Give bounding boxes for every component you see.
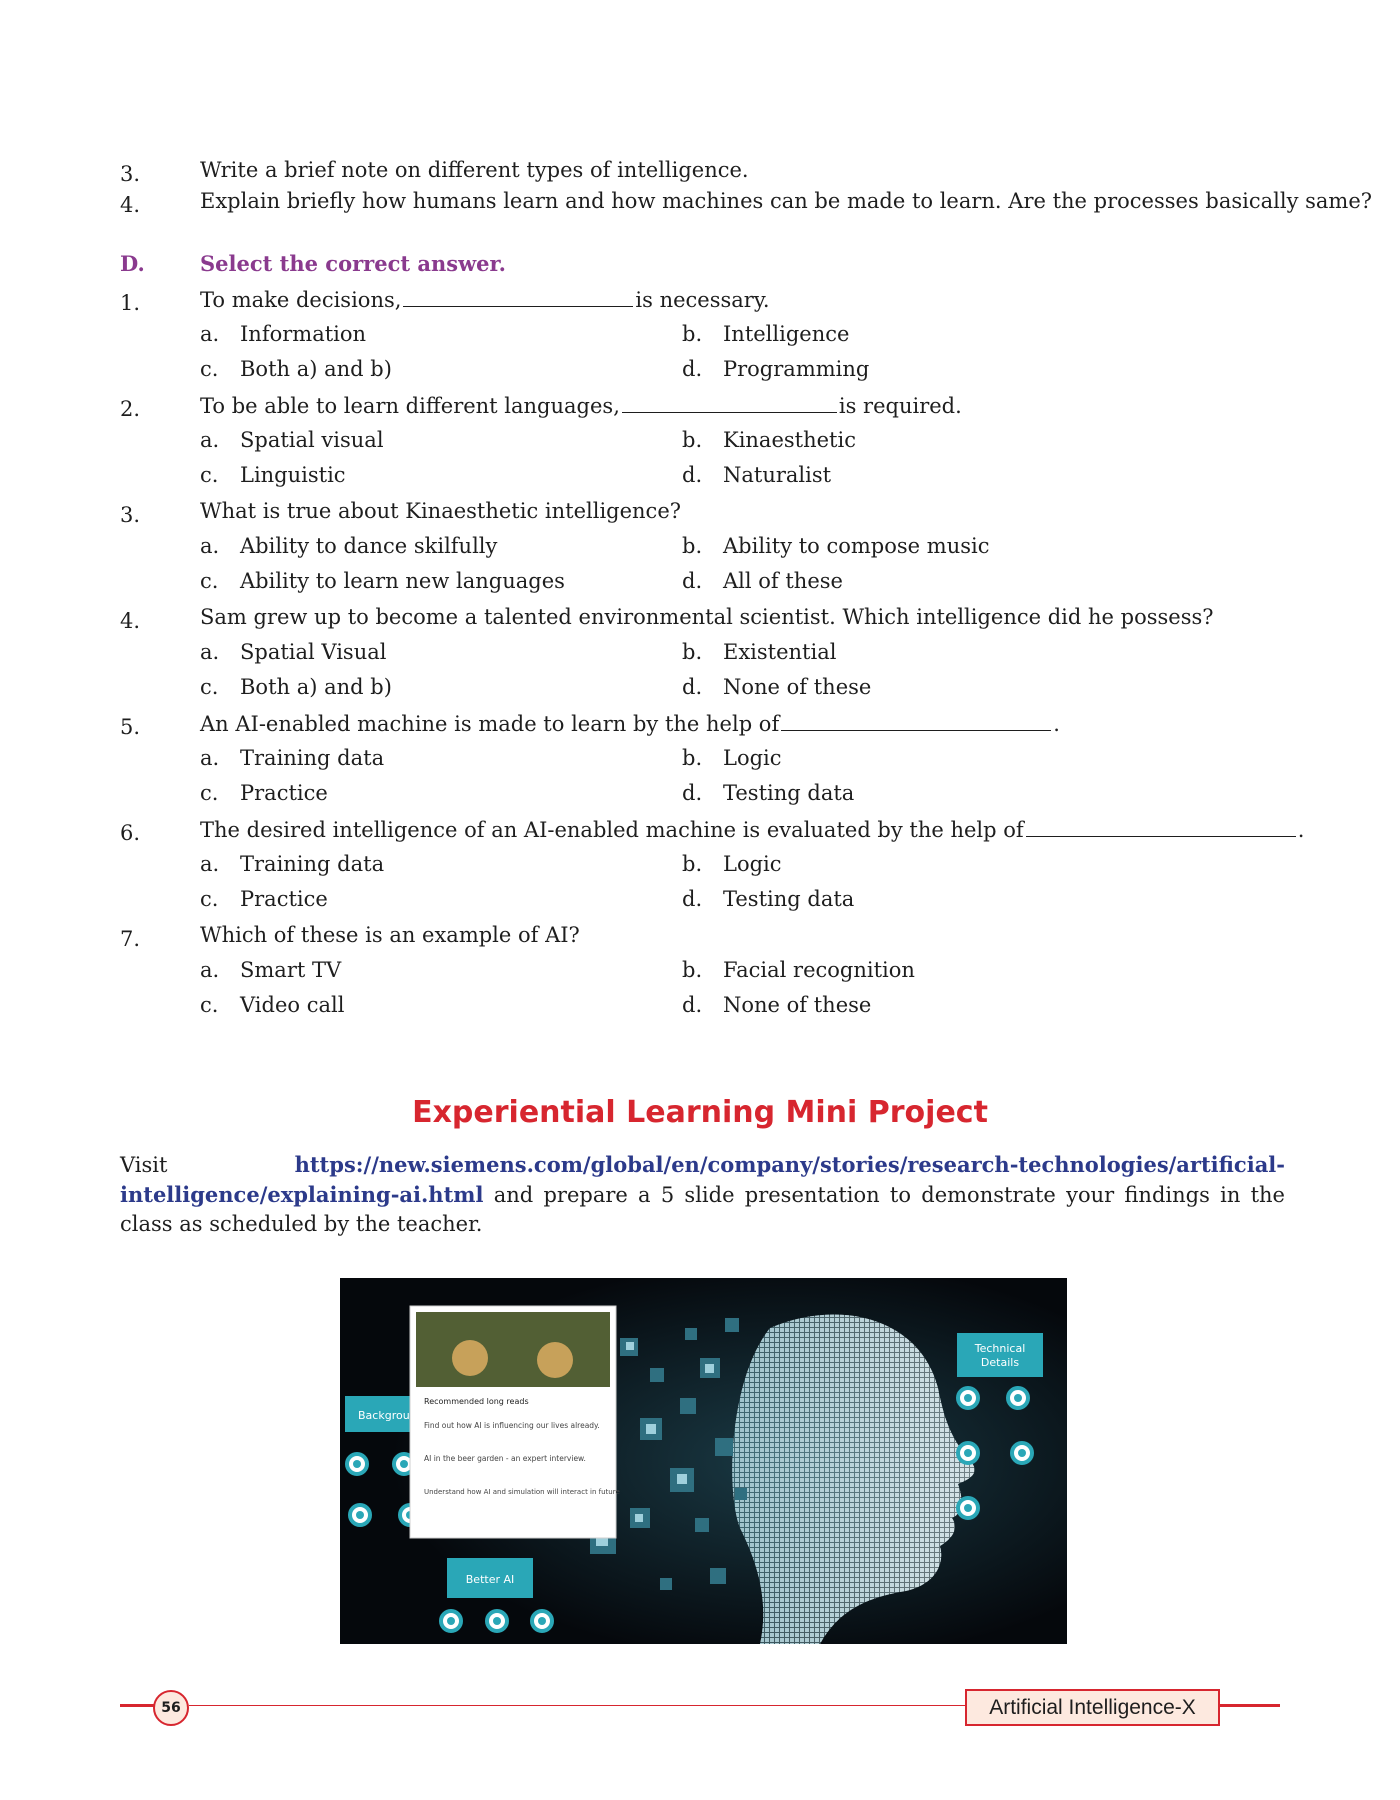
option-letter: d. [682,569,703,593]
question-number: 4. [120,193,141,217]
option-letter: d. [682,357,703,381]
mcq-1-question [0,284,1400,314]
option-letter: a. [200,322,220,346]
option-letter: d. [682,675,703,699]
option-text: Practice [240,781,328,805]
visit-word: Visit [120,1153,168,1177]
section-letter: D. [120,251,145,276]
question-number: 2. [120,397,141,421]
question-text: Write a brief note on different types of intelligence. [200,158,749,182]
option-text: Ability to learn new languages [240,569,565,593]
option-text: Facial recognition [723,958,915,982]
question-text [200,390,962,421]
mcq-5-options-row-2 [0,778,1400,808]
option-text: Video call [240,993,345,1017]
option-letter: b. [682,640,703,664]
option-letter: b. [682,958,703,982]
option-letter: b. [682,852,703,876]
option-letter: b. [682,322,703,346]
option-letter: a. [200,534,220,558]
option-letter: d. [682,993,703,1017]
option-text: Ability to dance skilfully [240,534,498,558]
project-instructions [120,1150,1285,1239]
option-letter: c. [200,781,219,805]
mcq-4-options-row-2 [0,672,1400,702]
question-number: 1. [120,291,141,315]
mcq-5-options-row-1 [0,743,1400,773]
technical-details-box [957,1333,1043,1377]
mcq-3-question [0,496,1400,526]
option-letter: d. [682,463,703,487]
option-letter: b. [682,428,703,452]
mcq-2-question [0,390,1400,420]
answer-blank [403,284,633,307]
card-item-3[interactable]: Understand how AI and simulation will interact in future [424,1488,620,1496]
instructions-rest: and prepare a 5 slide presentation to demonstrate your findings in the class as scheduled by the teacher. [120,1183,1285,1236]
option-text: Naturalist [723,463,832,487]
option-letter: a. [200,958,220,982]
option-text: Spatial visual [240,428,384,452]
option-text: Kinaesthetic [723,428,856,452]
question-text: What is true about Kinaesthetic intelligence? [200,499,682,523]
question-text: Explain briefly how humans learn and how machines can be made to learn. Are the processes basically same? [200,189,1373,213]
mcq-7-options-row-1 [0,955,1400,985]
option-text: Smart TV [240,958,342,982]
option-letter: b. [682,746,703,770]
option-letter: c. [200,357,219,381]
question-number: 5. [120,715,141,739]
mcq-4-question [0,602,1400,632]
mcq-1-options-row-2 [0,354,1400,384]
option-letter: a. [200,428,220,452]
option-letter: c. [200,569,219,593]
question-3-line [0,155,1400,185]
option-text: None of these [723,675,872,699]
ai-face-graphic [340,1278,1067,1644]
answer-blank [1026,814,1296,837]
option-letter: d. [682,887,703,911]
mcq-6-question [0,814,1400,844]
option-letter: b. [682,534,703,558]
question-text [200,284,770,315]
footer-rule-middle [189,1705,966,1706]
card-item-1[interactable]: Find out how AI is influencing our lives already. [424,1421,600,1430]
mcq-6-options-row-2 [0,884,1400,914]
card-item-2[interactable]: AI in the beer garden - an expert interview. [424,1454,586,1463]
option-text: Programming [723,357,870,381]
question-stem: The desired intelligence of an AI-enabled machine is evaluated by the help of [200,818,1024,842]
option-text: All of these [723,569,843,593]
question-text [200,708,1060,739]
question-stem: To be able to learn different languages, [200,394,620,418]
question-stem: To make decisions, [200,288,402,312]
question-stem: An AI-enabled machine is made to learn by the help of [200,712,780,736]
question-number: 7. [120,927,141,951]
question-tail: . [1297,818,1305,842]
question-tail: is required. [838,394,962,418]
project-title: Experiential Learning Mini Project [412,1095,988,1130]
option-text: Intelligence [723,322,850,346]
mcq-7-options-row-2 [0,990,1400,1020]
question-number: 3. [120,503,141,527]
option-text: Ability to compose music [723,534,990,558]
option-letter: c. [200,675,219,699]
option-letter: d. [682,781,703,805]
page-number: 56 [153,1690,189,1726]
mcq-5-question [0,708,1400,738]
question-text [200,814,1304,845]
option-text: Both a) and b) [240,675,392,699]
option-letter: a. [200,852,220,876]
option-text: Both a) and b) [240,357,392,381]
technical-label-2: Details [980,1356,1020,1369]
siemens-link[interactable]: https://new.siemens.com/global/en/company/stories/research-technologies/artificial-intelligence/explaining-ai.html [120,1152,1285,1207]
card-heading: Recommended long reads [424,1397,529,1406]
option-text: Training data [240,852,385,876]
option-text: Training data [240,746,385,770]
section-d-heading [0,249,1400,279]
footer-rule-left [120,1704,154,1707]
section-title: Select the correct answer. [200,251,506,276]
option-text: Logic [723,852,782,876]
option-letter: c. [200,463,219,487]
footer-rule-right [1218,1704,1280,1707]
option-letter: a. [200,746,220,770]
option-letter: a. [200,640,220,664]
mcq-1-options-row-1 [0,319,1400,349]
better-ai-label: Better AI [465,1573,515,1586]
mcq-3-options-row-1 [0,531,1400,561]
option-text: Spatial Visual [240,640,387,664]
option-text: Practice [240,887,328,911]
option-text: Linguistic [240,463,346,487]
option-text: Testing data [723,887,855,911]
option-text: Testing data [723,781,855,805]
question-tail: . [1053,712,1060,736]
question-text: Sam grew up to become a talented environmental scientist. Which intelligence did he possess? [200,605,1214,629]
mcq-7-question [0,920,1400,950]
option-text: Information [240,322,367,346]
question-number: 4. [120,609,141,633]
background-label: Backgrou [358,1409,410,1422]
mcq-2-options-row-2 [0,460,1400,490]
option-letter: c. [200,993,219,1017]
question-number: 3. [120,162,141,186]
mcq-6-options-row-1 [0,849,1400,879]
question-number: 6. [120,821,141,845]
mcq-2-options-row-1 [0,425,1400,455]
option-text: None of these [723,993,872,1017]
question-text: Which of these is an example of AI? [200,923,580,947]
answer-blank [781,708,1051,731]
option-letter: c. [200,887,219,911]
ai-illustration [340,1278,1067,1644]
mcq-3-options-row-2 [0,566,1400,596]
question-tail: is necessary. [635,288,770,312]
option-text: Existential [723,640,837,664]
book-title: Artificial Intelligence-X [965,1689,1220,1726]
option-text: Logic [723,746,782,770]
answer-blank [622,390,837,413]
question-4-line [0,186,1400,216]
technical-label-1: Technical [974,1342,1026,1355]
mcq-4-options-row-1 [0,637,1400,667]
